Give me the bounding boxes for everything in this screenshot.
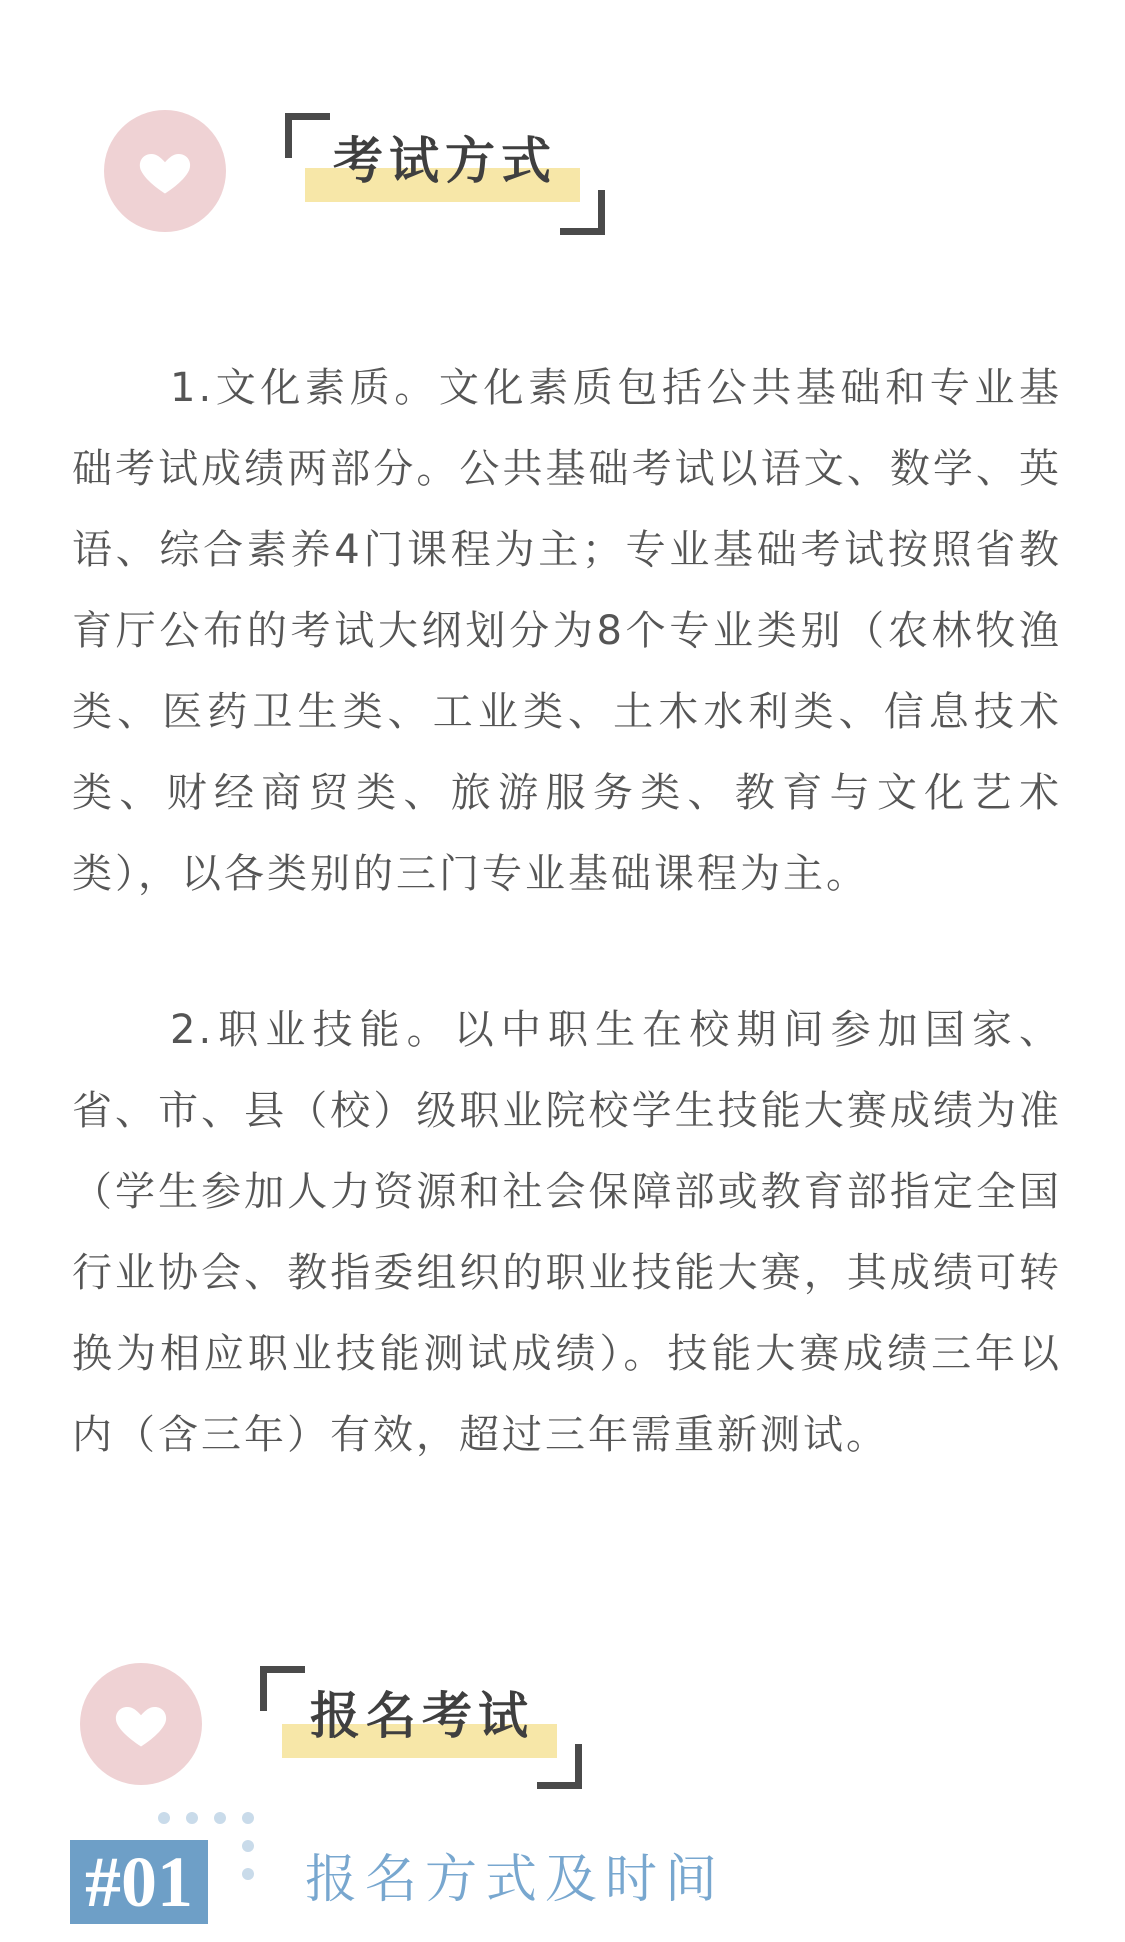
- heart-badge: [80, 1663, 202, 1785]
- paragraph-cultural-quality: 1.文化素质。文化素质包括公共基础和专业基础考试成绩两部分。公共基础考试以语文、数学、英语、综合素养4门课程为主；专业基础考试按照省教育厅公布的考试大纲划分为8个专业类别（农林牧渔类、医药卫生类、工业类、土木水利类、信息技术类、财经商贸类、旅游服务类、教育与文化艺术类），以各类别的三门专业基础课程为主。: [72, 365, 1062, 897]
- heart-icon: [111, 1694, 171, 1754]
- bracket-bottom-right: [560, 190, 605, 235]
- bracket-top-left: [285, 113, 330, 158]
- subsection-title: 报名方式及时间: [305, 1850, 726, 1910]
- heart-badge: [104, 110, 226, 232]
- bracket-bottom-right: [537, 1744, 582, 1789]
- bracket-top-left: [260, 1666, 305, 1711]
- section-title: 报名考试: [310, 1687, 534, 1745]
- heart-icon: [135, 141, 195, 201]
- section-number-badge: #01: [70, 1840, 208, 1924]
- section-title: 考试方式: [333, 132, 557, 190]
- paragraph-vocational-skill: 2.职业技能。以中职生在校期间参加国家、省、市、县（校）级职业院校学生技能大赛成绩为准（学生参加人力资源和社会保障部或教育部指定全国行业协会、教指委组织的职业技能大赛，其成绩可转换为相应职业技能测试成绩）。技能大赛成绩三年以内（含三年）有效，超过三年需重新测试。: [72, 1007, 1062, 1458]
